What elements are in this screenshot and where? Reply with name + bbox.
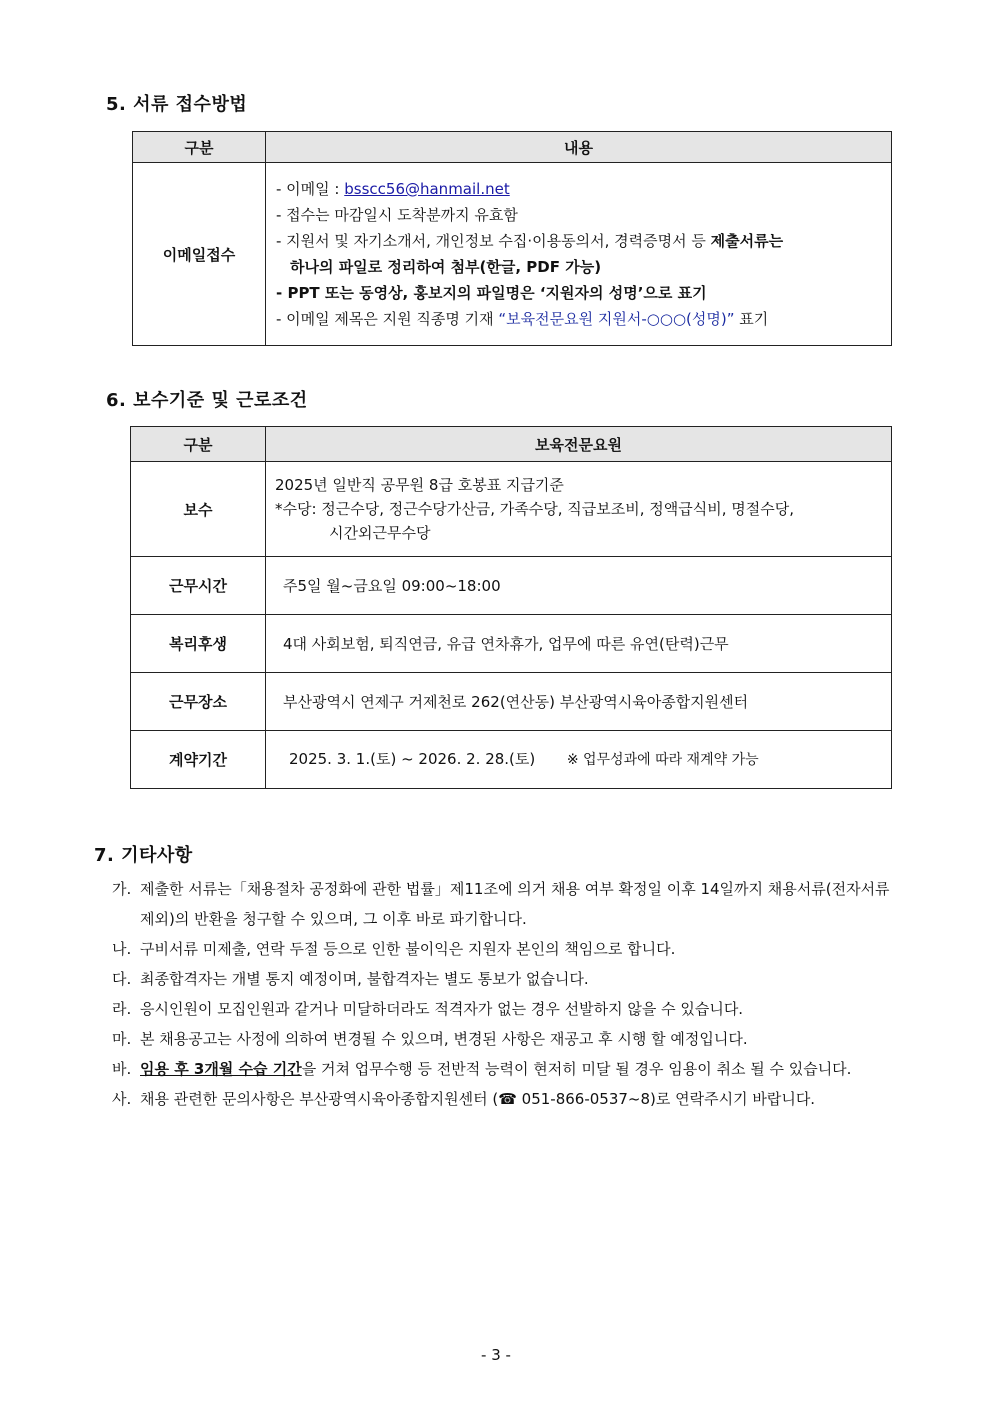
row-label-email: 이메일접수 (133, 163, 266, 346)
row-label-welfare: 복리후생 (131, 615, 266, 673)
list-marker: 다. (112, 970, 132, 988)
list-text: 채용 관련한 문의사항은 부산광역시육아종합지원센터 (☎ 051-866-0537~8)로 연락주시기 바랍니다. (140, 1090, 816, 1108)
list-item (112, 1024, 900, 1054)
contract-content (266, 731, 892, 789)
welfare-value: 4대 사회보험, 퇴직연금, 유급 연차휴가, 업무에 따른 유연(탄력)근무 (266, 615, 892, 673)
section7-title: 7. 기타사항 (94, 845, 193, 866)
subject-suffix: 표기 (734, 310, 769, 328)
email-submission-content (266, 163, 892, 346)
submission-table (132, 131, 892, 346)
header-category: 구분 (131, 427, 266, 462)
pay-allowances-cont: 시간외근무수당 (329, 524, 431, 542)
list-item (112, 994, 900, 1024)
single-file-note: 하나의 파일로 정리하여 첨부(한글, PDF 가능) (290, 258, 602, 276)
deadline-note: - 접수는 마감일시 도착분까지 유효함 (276, 206, 518, 224)
filename-note: - PPT 또는 동영상, 홍보지의 파일명은 ‘지원자의 성명’으로 표기 (276, 284, 707, 302)
notes-list (112, 874, 900, 1114)
list-marker: 라. (112, 1000, 132, 1018)
list-marker: 가. (112, 880, 132, 898)
list-text: 제출한 서류는「채용절차 공정화에 관한 법률」제11조에 의거 채용 여부 확정일 이후 14일까지 채용서류(전자서류 제외)의 반환을 청구할 수 있으며, 그 이후 바로 파기합니다. (140, 880, 890, 928)
subject-format: “보육전문요원 지원서-○○○(성명)” (498, 310, 735, 328)
list-item (112, 1084, 900, 1114)
list-item (112, 874, 900, 934)
list-text: 최종합격자는 개별 통지 예정이며, 불합격자는 별도 통보가 없습니다. (140, 970, 589, 988)
section6-title: 6. 보수기준 및 근로조건 (106, 390, 308, 411)
list-marker: 나. (112, 940, 132, 958)
conditions-table (130, 426, 892, 789)
pay-basis: 2025년 일반직 공무원 8급 호봉표 지급기준 (275, 476, 564, 494)
list-text: 응시인원이 모집인원과 같거나 미달하더라도 적격자가 없는 경우 선발하지 않을 수 있습니다. (140, 1000, 744, 1018)
email-link[interactable]: bsscc56@hanmail.net (344, 180, 510, 198)
list-text: 구비서류 미제출, 연락 두절 등으로 인한 불이익은 지원자 본인의 책임으로 합니다. (140, 940, 676, 958)
header-category: 구분 (133, 132, 266, 163)
documents-list: - 지원서 및 자기소개서, 개인정보 수집·이용동의서, 경력증명서 등 (276, 232, 711, 250)
contract-period: 2025. 3. 1.(토) ~ 2026. 2. 28.(토) (289, 750, 536, 768)
row-label-hours: 근무시간 (131, 557, 266, 615)
list-item (112, 1054, 900, 1084)
subject-note: - 이메일 제목은 지원 직종명 기재 (276, 310, 499, 328)
list-marker: 마. (112, 1030, 132, 1048)
list-text: 을 거쳐 업무수행 등 전반적 능력이 현저히 미달 될 경우 임용이 취소 될 수 있습니다. (301, 1060, 852, 1078)
page-number: - 3 - (481, 1346, 511, 1364)
list-item (112, 964, 900, 994)
pay-content (266, 462, 892, 557)
list-marker: 바. (112, 1060, 132, 1078)
row-label-pay: 보수 (131, 462, 266, 557)
header-content: 내용 (266, 132, 892, 163)
probation-emphasis: 임용 후 3개월 수습 기간 (140, 1060, 302, 1078)
list-marker: 사. (112, 1090, 132, 1108)
hours-value: 주5일 월~금요일 09:00~18:00 (266, 557, 892, 615)
section5-title: 5. 서류 접수방법 (106, 94, 248, 115)
pay-allowances: *수당: 정근수당, 정근수당가산금, 가족수당, 직급보조비, 정액급식비, 명절수당, (275, 500, 794, 518)
documents-emphasis: 제출서류는 (710, 232, 784, 250)
list-item (112, 934, 900, 964)
email-prefix: - 이메일 : (276, 180, 345, 198)
header-position: 보육전문요원 (266, 427, 892, 462)
contract-note: ※ 업무성과에 따라 재계약 가능 (566, 752, 759, 768)
row-label-place: 근무장소 (131, 673, 266, 731)
list-text: 본 채용공고는 사정에 의하여 변경될 수 있으며, 변경된 사항은 재공고 후 시행 할 예정입니다. (140, 1030, 748, 1048)
place-value: 부산광역시 연제구 거제천로 262(연산동) 부산광역시육아종합지원센터 (266, 673, 892, 731)
row-label-contract: 계약기간 (131, 731, 266, 789)
